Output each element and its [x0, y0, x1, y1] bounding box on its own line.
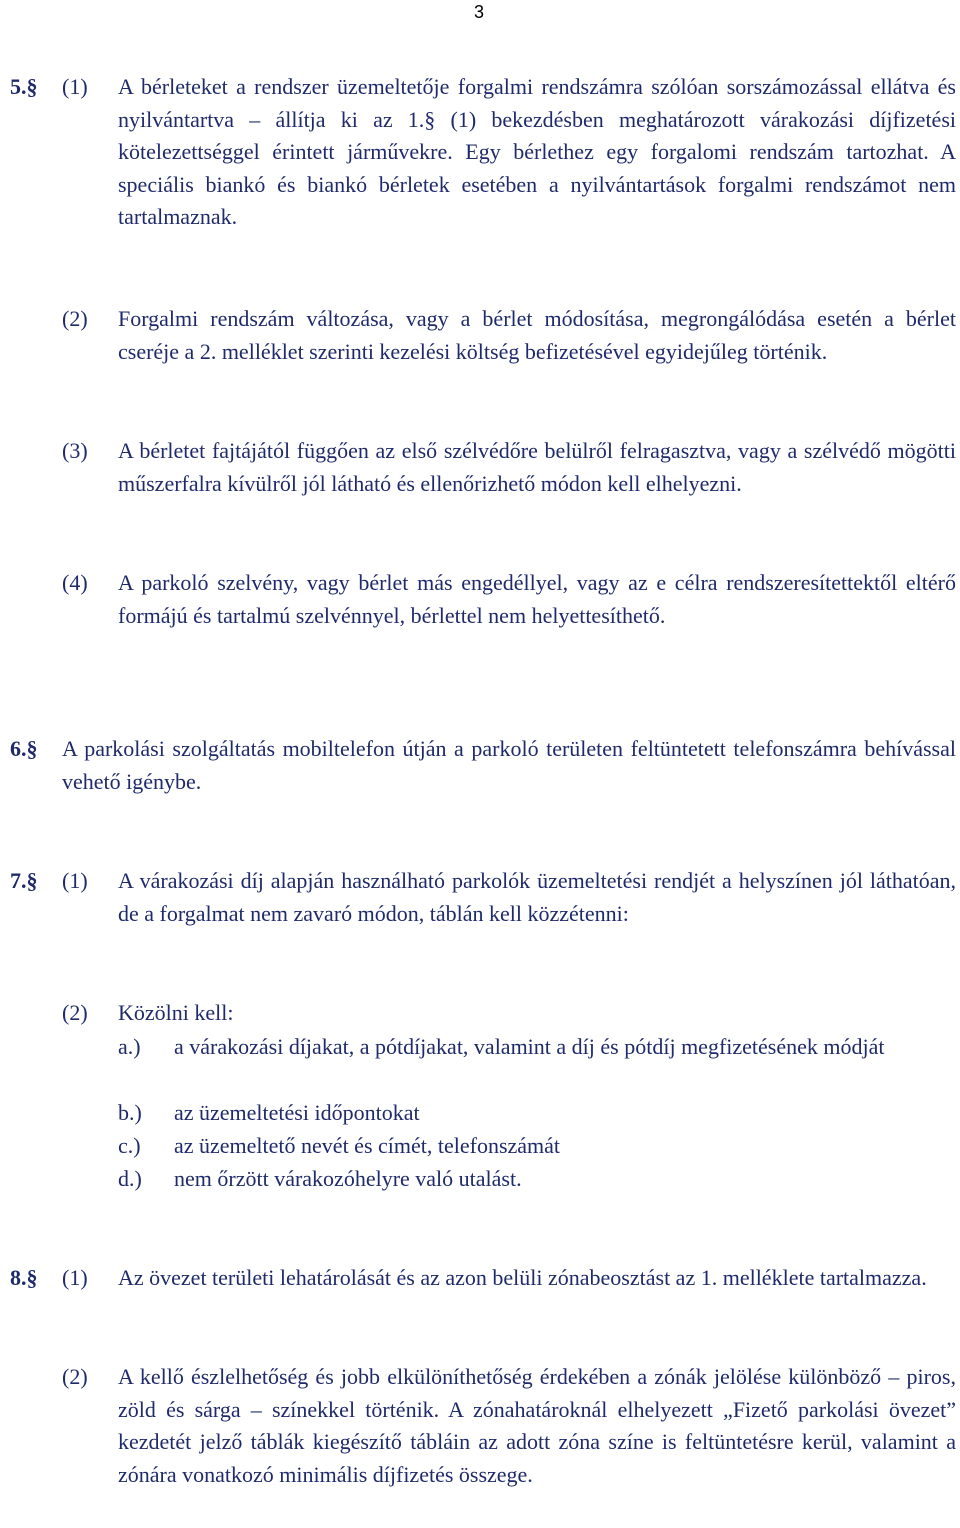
- section-6-number: 6.§: [10, 736, 38, 761]
- section-5-para-2-text: Forgalmi rendszám változása, vagy a bérlet módosítása, megrongálódása esetén a bérlet cseréje a 2. melléklet szerinti kezelési költség befizetésével egyidejűleg történik.: [118, 306, 956, 364]
- section-7-para-2-text: Közölni kell:: [118, 1000, 234, 1025]
- section-8-para-2-text: A kellő észlelhetőség és jobb elkülöníthetőség érdekében a zónák jelölése különböző – piros, zöld és sárga – színekkel történik. A zónahatároknál elhelyezett „Fizető parkolási övezet” kezdetét jelző táblák kiegészítő tábláin az adott zóna színe is feltüntetésre kerül, valamint a zónára vonatkozó minimális díjfizetés összege.: [118, 1364, 956, 1487]
- list-item-a-text: a várakozási díjakat, a pótdíjakat, valamint a díj és pótdíj megfizetésének módját: [174, 1034, 885, 1059]
- section-8-number: 8.§: [10, 1265, 38, 1290]
- section-8-para-1-number: (1): [62, 1265, 88, 1290]
- page-number: 3: [474, 2, 485, 22]
- section-7-para-1-text: A várakozási díj alapján használható parkolók üzemeltetési rendjét a helyszínen jól láthatóan, de a forgalmat nem zavaró módon, táblán kell közzétenni:: [118, 868, 956, 926]
- section-7-para-2-number: (2): [62, 1000, 88, 1025]
- list-item-c-letter: c.): [118, 1133, 141, 1158]
- section-5-para-1-text: A bérleteket a rendszer üzemeltetője forgalmi rendszámra szólóan sorszámozással ellátva és nyilvántartva – állítja ki az 1.§ (1) bekezdésben meghatározott várakozási díjfizetési kötelezettséggel érintett járművekre. Egy bérlethez egy forgalomi rendszám tartozhat. A speciális biankó és biankó bérletek esetében a nyilvántartások forgalmi rendszámot nem tartalmaznak.: [118, 74, 956, 229]
- section-5-para-4-number: (4): [62, 570, 88, 595]
- section-7-para-1-number: (1): [62, 868, 88, 893]
- list-item-d-text: nem őrzött várakozóhelyre való utalást.: [174, 1166, 522, 1191]
- section-5-para-2-number: (2): [62, 306, 88, 331]
- section-6-text: A parkolási szolgáltatás mobiltelefon útján a parkoló területen feltüntetett telefonszámra behívással vehető igénybe.: [62, 736, 956, 794]
- list-item-b-text: az üzemeltetési időpontokat: [174, 1100, 420, 1125]
- list-item-b-letter: b.): [118, 1100, 142, 1125]
- section-8-para-1-text: Az övezet területi lehatárolását és az azon belüli zónabeosztást az 1. melléklete tartalmazza.: [118, 1265, 927, 1290]
- section-5-para-3-number: (3): [62, 438, 88, 463]
- list-item-d-letter: d.): [118, 1166, 142, 1191]
- list-item-a-letter: a.): [118, 1034, 141, 1059]
- section-5-number: 5.§: [10, 74, 38, 99]
- section-5-para-1-number: (1): [62, 74, 88, 99]
- section-8-para-2-number: (2): [62, 1364, 88, 1389]
- section-7-number: 7.§: [10, 868, 38, 893]
- list-item-c-text: az üzemeltető nevét és címét, telefonszámát: [174, 1133, 561, 1158]
- section-5-para-4-text: A parkoló szelvény, vagy bérlet más engedéllyel, vagy az e célra rendszeresítettektől eltérő formájú és tartalmú szelvénnyel, bérlettel nem helyettesíthető.: [118, 570, 956, 628]
- section-5-para-3-text: A bérletet fajtájától függően az első szélvédőre belülről felragasztva, vagy a szélvédő mögötti műszerfalra kívülről jól látható és ellenőrizhető módon kell elhelyezni.: [118, 438, 956, 496]
